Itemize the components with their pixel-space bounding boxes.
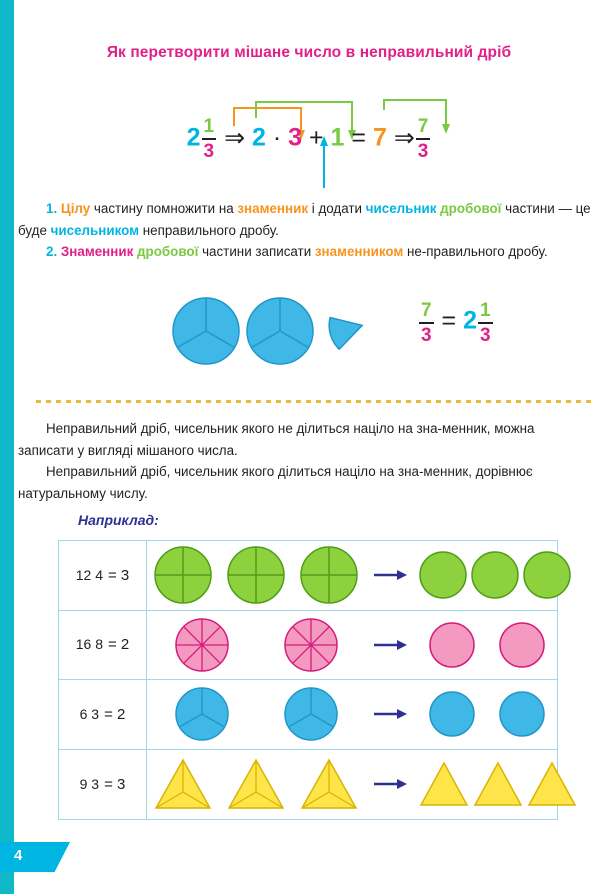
circle-quarters [298, 544, 360, 606]
implies-1: ⇒ [224, 124, 246, 152]
mixed-fraction-part [478, 301, 493, 345]
row-fraction [80, 777, 99, 792]
arrow-right-icon [374, 637, 408, 653]
row-whole-shapes [417, 541, 573, 610]
row-denominator: 4 [95, 566, 103, 583]
circle-thirds [173, 685, 231, 743]
triangle-thirds [225, 756, 287, 812]
mixed-num: 1 [480, 300, 491, 321]
rule-2-number: 2. [46, 244, 58, 260]
arrow-right-icon [374, 567, 408, 583]
fraction-bar [416, 138, 431, 140]
term-b: 3 [288, 123, 303, 152]
rule-2-word-drobovoi: дробової [137, 244, 199, 260]
improper-numerator: 7 [421, 300, 432, 321]
result-numerator: 7 [417, 116, 429, 137]
implies-2: ⇒ [393, 124, 415, 152]
rule-1-word-drobovoi: дробової [440, 201, 502, 216]
rule-2-word-znamennyk: Знаменник [60, 244, 134, 260]
rule-1-text-3: частини — це буде [18, 201, 591, 238]
rule-1-text-4: неправильного дробу. [139, 222, 279, 238]
fraction-bar [478, 322, 493, 324]
row-numerator: 6 [79, 705, 88, 722]
row-arrow [365, 637, 417, 653]
rule-item-2 [18, 241, 600, 263]
rule-item-1 [18, 198, 600, 241]
page-content [18, 0, 600, 894]
pie-full-2 [247, 298, 313, 364]
row-whole-shapes [417, 750, 579, 820]
row-fraction [80, 707, 99, 722]
arrow-right-icon [374, 776, 408, 792]
row-denominator: 3 [91, 705, 100, 722]
result-denominator: 3 [417, 141, 429, 162]
rule-1-word-chyselnykom: чисельником [50, 222, 140, 238]
pie-illustration [18, 294, 600, 376]
row-divided-shapes [147, 750, 365, 820]
term-a: 2 [251, 123, 266, 152]
improper-fraction [419, 301, 434, 345]
dotted-divider [36, 400, 596, 403]
fraction-bar [202, 138, 217, 140]
rule-1-text-1: частину помножити на [90, 201, 238, 216]
arrow-right-icon [374, 706, 408, 722]
row-divided-shapes [147, 680, 365, 749]
mixed-denominator: 3 [203, 141, 215, 162]
circle-eighths [173, 616, 231, 674]
page-title: Як перетворити мішане число в неправильний дріб [106, 44, 512, 61]
row-numerator: 16 [75, 636, 92, 653]
circle-eighths [282, 616, 340, 674]
triangle-thirds [152, 756, 214, 812]
paragraph-1: Неправильний дріб, чисельник якого не ділиться націло на зна-менник, можна записати у вигляді мішаного числа. [18, 421, 535, 458]
circle-whole [497, 689, 547, 739]
mixed-whole-part: 2 [463, 306, 477, 335]
formula-expression [18, 116, 600, 160]
circle-thirds [282, 685, 340, 743]
circle-quarters [152, 544, 214, 606]
left-color-band [0, 0, 14, 894]
body-paragraphs [18, 418, 578, 505]
pie-slice-third [326, 310, 367, 351]
equals-operator: = [351, 123, 367, 152]
example-label: Наприклад: [78, 512, 159, 528]
row-numerator: 12 [75, 566, 92, 583]
table-row [59, 680, 557, 750]
table-row [59, 750, 557, 820]
row-arrow [365, 706, 417, 722]
circle-whole [521, 549, 573, 601]
mixed-fraction [202, 117, 217, 161]
row-whole-shapes [417, 680, 557, 749]
table-row [59, 611, 557, 681]
rule-2-text-1: частини записати [198, 244, 315, 260]
rule-2-word-znamennykom: знаменником [314, 244, 404, 260]
improper-denominator: 3 [421, 325, 432, 346]
rule-1-word-tsilu: Цілу [60, 201, 91, 216]
triangle-thirds [298, 756, 360, 812]
row-divided-shapes [147, 541, 365, 610]
row-whole-shapes [417, 611, 557, 680]
pie-shapes [18, 294, 378, 376]
circle-whole [497, 620, 547, 670]
triangle-whole [417, 759, 471, 809]
term-c: 1 [330, 123, 345, 152]
row-denominator: 8 [95, 636, 103, 653]
formula-diagram [18, 88, 600, 188]
row-equals-value: = 2 [104, 705, 126, 723]
rule-1-word-znamennyk: знаменник [237, 201, 309, 216]
rule-1-number: 1. [46, 201, 58, 216]
equals-sign: = [441, 306, 457, 335]
row-equals-value: = 3 [107, 566, 130, 584]
circle-whole [417, 549, 469, 601]
row-fraction-cell [59, 541, 147, 610]
rules-list [18, 198, 600, 263]
mixed-den: 3 [480, 325, 491, 346]
fraction-bar [419, 322, 434, 324]
row-equals-value: = 3 [104, 775, 126, 793]
row-numerator: 9 [79, 775, 88, 792]
plus-operator: + [308, 123, 324, 152]
triangle-whole [471, 759, 525, 809]
rule-2-text-2: не-правильного дробу. [403, 244, 548, 260]
triangle-whole [525, 759, 579, 809]
page-number: 4 [14, 847, 23, 864]
examples-table [58, 540, 558, 820]
row-fraction-cell [59, 750, 147, 820]
circle-whole [469, 549, 521, 601]
pie-equation [418, 300, 494, 344]
row-fraction-cell [59, 611, 147, 680]
circle-whole [427, 620, 477, 670]
rule-1-word-chyselnyk: чисельник [365, 201, 437, 216]
result-fraction [416, 117, 431, 161]
pie-full-1 [173, 298, 239, 364]
result-7: 7 [372, 123, 387, 152]
row-arrow [365, 567, 417, 583]
row-equals-value: = 2 [107, 636, 130, 654]
row-fraction [76, 637, 103, 652]
rule-1-text-2: і додати [308, 201, 366, 216]
mixed-whole: 2 [186, 123, 201, 152]
paragraph-2: Неправильний дріб, чисельник якого ділиться націло на зна-менник, дорівнює натуральному числу. [18, 464, 533, 502]
circle-quarters [225, 544, 287, 606]
row-denominator: 3 [91, 775, 100, 792]
row-fraction-cell [59, 680, 147, 749]
row-divided-shapes [147, 611, 365, 680]
dot-operator: · [272, 123, 282, 152]
circle-whole [427, 689, 477, 739]
mixed-numerator: 1 [203, 116, 215, 137]
row-arrow [365, 776, 417, 792]
table-row [59, 541, 557, 611]
row-fraction [76, 568, 103, 583]
